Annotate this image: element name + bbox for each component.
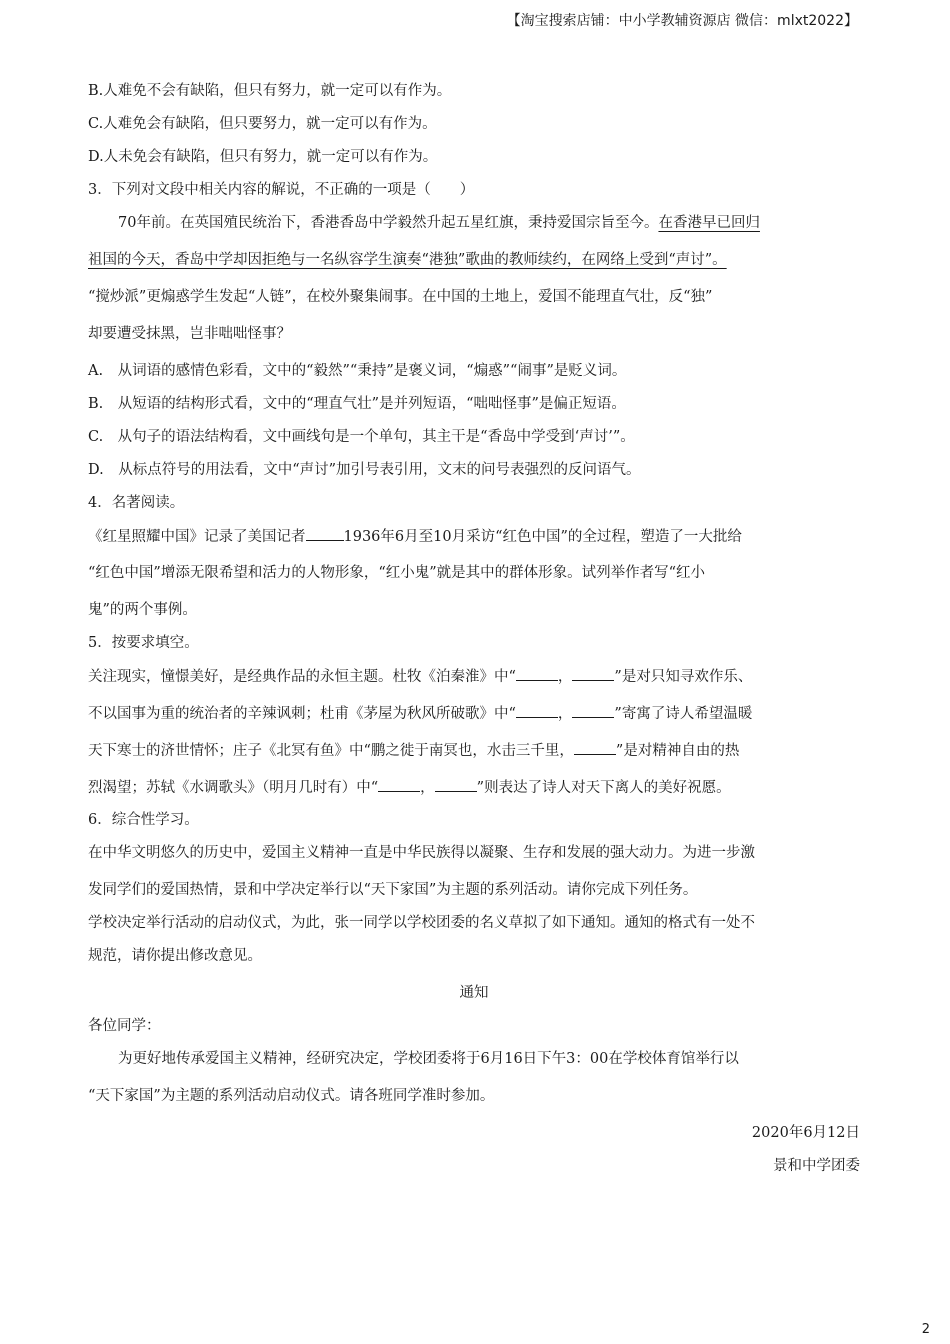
answer-blank[interactable]: [306, 523, 344, 541]
notice-signature: 景和中学团委: [773, 1158, 860, 1174]
q2-option-b: B.人难免不会有缺陷，但只有努力，就一定可以有作为。: [88, 83, 452, 99]
q6-paragraph-1-line-1: 在中华文明悠久的历史中，爱国主义精神一直是中华民族得以凝聚、生存和发展的强大动力。为进一步激: [88, 845, 755, 861]
notice-salutation: 各位同学：: [88, 1018, 161, 1034]
notice-body-line-2: “天下家国”为主题的系列活动启动仪式。请各班同学准时参加。: [88, 1088, 495, 1104]
q5-stem: 5．按要求填空。: [88, 635, 199, 651]
q4-line-1: [88, 523, 860, 560]
q4-text: 《红星照耀中国》记录了美国记者: [88, 529, 306, 545]
q6-paragraph-1-line-2: 发同学们的爱国热情，景和中学决定举行以“天下家国”为主题的系列活动。请你完成下列任务。: [88, 882, 698, 898]
q5-text: ”则表达了诗人对天下离人的美好祝愿。: [476, 780, 731, 796]
answer-blank[interactable]: [574, 737, 616, 755]
answer-blank[interactable]: [378, 774, 420, 792]
q3-option-c: C. 从句子的语法结构看，文中画线句是一个单句，其主干是“香岛中学受到‘声讨’”。: [88, 429, 635, 445]
q3-passage-text: 70年前。在英国殖民统治下，香港香岛中学毅然升起五星红旗，秉持爱国宗旨至今。: [118, 215, 659, 231]
q5-text: ”是对只知寻欢作乐、: [614, 669, 753, 685]
q6-paragraph-2-line-2: 规范，请你提出修改意见。: [88, 948, 262, 964]
q3-passage-line-3: “搅炒派”更煽惑学生发起“人链”，在校外聚集闹事。在中国的土地上，爱国不能理直气壮，反“独”: [88, 289, 713, 305]
q5-text: 烈渴望；苏轼《水调歌头》（明月几时有）中“: [88, 780, 379, 796]
q5-text: 天下寒士的济世情怀；庄子《北冥有鱼》中“鹏之徙于南冥也，水击三千里，: [88, 743, 574, 759]
notice-title: 通知: [459, 985, 489, 1001]
q3-passage-line-4: 却要遭受抹黑，岂非咄咄怪事？: [88, 326, 291, 342]
q5-line-2: [88, 700, 860, 737]
q6-paragraph-2-line-1: 学校决定举行活动的启动仪式，为此，张一同学以学校团委的名义草拟了如下通知。通知的格式有一处不: [88, 915, 755, 931]
q4-text: 1936年6月至10月采访“红色中国”的全过程，塑造了一大批给: [343, 529, 742, 545]
q3-option-d: D. 从标点符号的用法看，文中“声讨”加引号表引用，文末的问号表强烈的反问语气。: [88, 462, 641, 478]
q3-passage-line-2: [88, 247, 860, 284]
q2-option-c: C.人难免会有缺陷，但只要努力，就一定可以有作为。: [88, 116, 437, 132]
q5-text: 不以国事为重的统治者的辛辣讽刺；杜甫《茅屋为秋风所破歌》中“: [88, 706, 516, 722]
answer-blank[interactable]: [516, 700, 558, 718]
notice-date: 2020年6月12日: [751, 1125, 860, 1141]
q4-line-3: 鬼”的两个事例。: [88, 602, 197, 618]
q5-line-4: [88, 774, 860, 807]
answer-blank[interactable]: [572, 700, 614, 718]
page-number: 2: [921, 1322, 930, 1337]
page-header: 【淘宝搜索店铺：中小学教辅资源店 微信：mlxt2022】: [506, 13, 858, 29]
q3-option-a: A. 从词语的感情色彩看，文中的“毅然”“秉持”是褒义词，“煽惑”“闹事”是贬义词。: [88, 363, 627, 379]
q2-option-d: D.人未免会有缺陷，但只有努力，就一定可以有作为。: [88, 149, 438, 165]
q3-passage-line-1: [88, 210, 860, 247]
q3-underlined-sentence-end: 祖国的今天，香岛中学却因拒绝与一名纵容学生演奏“港独”歌曲的教师续约，在网络上受到“声讨”。: [88, 252, 727, 268]
notice-body-line-1: 为更好地传承爱国主义精神，经研究决定，学校团委将于6月16日下午3：00在学校体育馆举行以: [118, 1051, 739, 1067]
answer-blank[interactable]: [516, 663, 558, 681]
q5-text: ”是对精神自由的热: [615, 743, 740, 759]
q5-text: ”寄寓了诗人希望温暖: [614, 706, 753, 722]
q5-text: 关注现实，憧憬美好，是经典作品的永恒主题。杜牧《泊秦淮》中“: [88, 669, 516, 685]
q3-option-b: B. 从短语的结构形式看，文中的“理直气壮”是并列短语，“咄咄怪事”是偏正短语。: [88, 396, 626, 412]
answer-blank[interactable]: [435, 774, 477, 792]
q6-stem: 6．综合性学习。: [88, 812, 199, 828]
q4-line-2: “红色中国”增添无限希望和活力的人物形象，“红小鬼”就是其中的群体形象。试列举作者写“红小: [88, 565, 706, 581]
q3-stem: 3．下列对文段中相关内容的解说，不正确的一项是（ ）: [88, 182, 475, 198]
q5-separator: ，: [557, 706, 573, 722]
q5-line-1: [88, 663, 860, 700]
q5-separator: ，: [557, 669, 573, 685]
q5-separator: ，: [420, 780, 435, 796]
q5-line-3: [88, 737, 860, 774]
document-body: [88, 78, 860, 1186]
q4-stem: 4．名著阅读。: [88, 495, 185, 511]
answer-blank[interactable]: [572, 663, 614, 681]
q3-underlined-sentence-start: 在香港早已回归: [658, 215, 760, 231]
